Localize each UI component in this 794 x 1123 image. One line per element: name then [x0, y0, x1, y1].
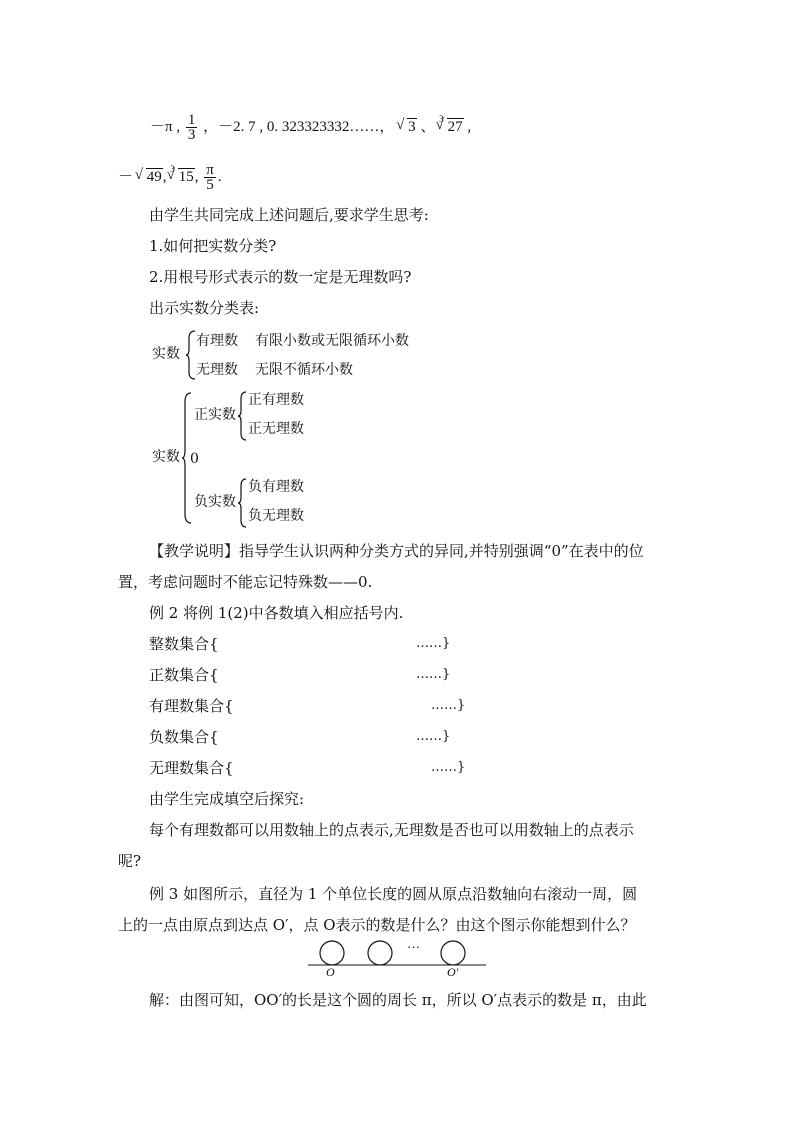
cube-root-15 [169, 167, 195, 187]
class1-irrational: 无理数 [196, 362, 238, 378]
class2-positive: 正实数 [194, 407, 236, 423]
number-list-text: ，－2. 7 , 0. 323323332……， [203, 118, 395, 135]
point-o-label: O [326, 965, 335, 979]
class1-root: 实数 [152, 346, 180, 362]
comma: , [162, 168, 167, 185]
example3-line2: 上的一点由原点到达点 O′，点 O表示的数是什么？由这个图示你能想到什么？ [118, 916, 636, 934]
set-integer-label: 整数集合{ [149, 635, 219, 653]
teaching-note-line2: 置，考虑问题时不能忘记特殊数——0. [118, 573, 373, 591]
sqrt-3 [398, 117, 417, 137]
class2-positive-irrational: 正无理数 [248, 421, 304, 437]
class2-negative: 负实数 [194, 494, 236, 510]
set-rational-label: 有理数集合{ [149, 697, 234, 715]
example3-line1: 例 3 如图所示，直径为 1 个单位长度的圆从原点沿数轴向右滚动一周，圆 [149, 885, 638, 903]
cube-root-index: 3 [439, 113, 444, 124]
set-irrational-close: ……} [431, 760, 466, 775]
separator: 、 [420, 118, 436, 135]
period: . [217, 168, 222, 185]
teaching-note-line1: 【教学说明】指导学生认识两种分类方式的异同,并特别强调“0”在表中的位 [149, 542, 644, 560]
fraction-numerator: π [206, 162, 214, 178]
set-negative-label: 负数集合{ [149, 728, 219, 746]
class1-rational: 有理数 [196, 333, 238, 349]
table-intro: 出示实数分类表: [149, 299, 260, 317]
set-positive-close: ……} [416, 667, 451, 682]
set-integer-close: ……} [416, 636, 451, 651]
class2-positive-rational: 正有理数 [248, 392, 304, 408]
class1-rational-desc: 有限小数或无限循环小数 [255, 333, 409, 349]
example2-title: 例 2 将例 1(2)中各数填入相应括号内. [149, 604, 404, 622]
point-o-prime-label: O′ [447, 965, 459, 979]
negative-sign: － [118, 168, 134, 185]
paragraph-intro: 由学生共同完成上述问题后,要求学生思考: [149, 206, 429, 224]
fraction-pi-over-5 [204, 163, 216, 192]
fraction-denominator: 3 [187, 127, 196, 143]
fraction-denominator: 5 [206, 177, 214, 193]
class2-negative-irrational: 负无理数 [248, 508, 304, 524]
radicand: 3 [408, 118, 416, 135]
brace-icon [237, 391, 248, 441]
radicand: 27 [447, 118, 463, 135]
class2-root: 实数 [152, 449, 180, 465]
comma: , [467, 118, 472, 135]
example2-question-line2: 呢? [118, 852, 142, 870]
class1-irrational-desc: 无限不循环小数 [255, 362, 353, 378]
math-number-list-line1 [150, 113, 471, 142]
cube-root-27 [438, 117, 464, 137]
fraction-numerator: 1 [187, 112, 196, 128]
question-1: 1.如何把实数分类? [149, 237, 277, 255]
comma: , [194, 168, 199, 185]
class2-negative-rational: 负有理数 [248, 479, 304, 495]
set-negative-close: ……} [416, 729, 451, 744]
set-rational-close: ……} [431, 698, 466, 713]
neg-pi-text: －π , [150, 118, 181, 135]
cube-root-index: 3 [170, 163, 175, 174]
rolling-circle-figure [300, 937, 490, 982]
set-positive-label: 正数集合{ [149, 666, 219, 684]
example2-question-line1: 每个有理数都可以用数轴上的点表示,无理数是否也可以用数轴上的点表示 [149, 821, 634, 839]
set-irrational-label: 无理数集合{ [149, 759, 234, 777]
class2-zero: 0 [190, 451, 199, 467]
math-number-list-line2 [118, 163, 222, 192]
radicand: 49 [146, 168, 162, 185]
brace-icon [237, 478, 248, 528]
example2-after: 由学生完成填空后探究: [149, 790, 305, 808]
example3-solution: 解：由图可知，OO′的长是这个圆的周长 π，所以 O′点表示的数是 π，由此 [149, 991, 647, 1009]
figure-ellipsis: ··· [407, 939, 420, 954]
radicand: 15 [178, 168, 194, 185]
fraction-one-third [186, 113, 198, 142]
sqrt-49 [137, 167, 163, 187]
question-2: 2.用根号形式表示的数一定是无理数吗? [149, 268, 412, 286]
